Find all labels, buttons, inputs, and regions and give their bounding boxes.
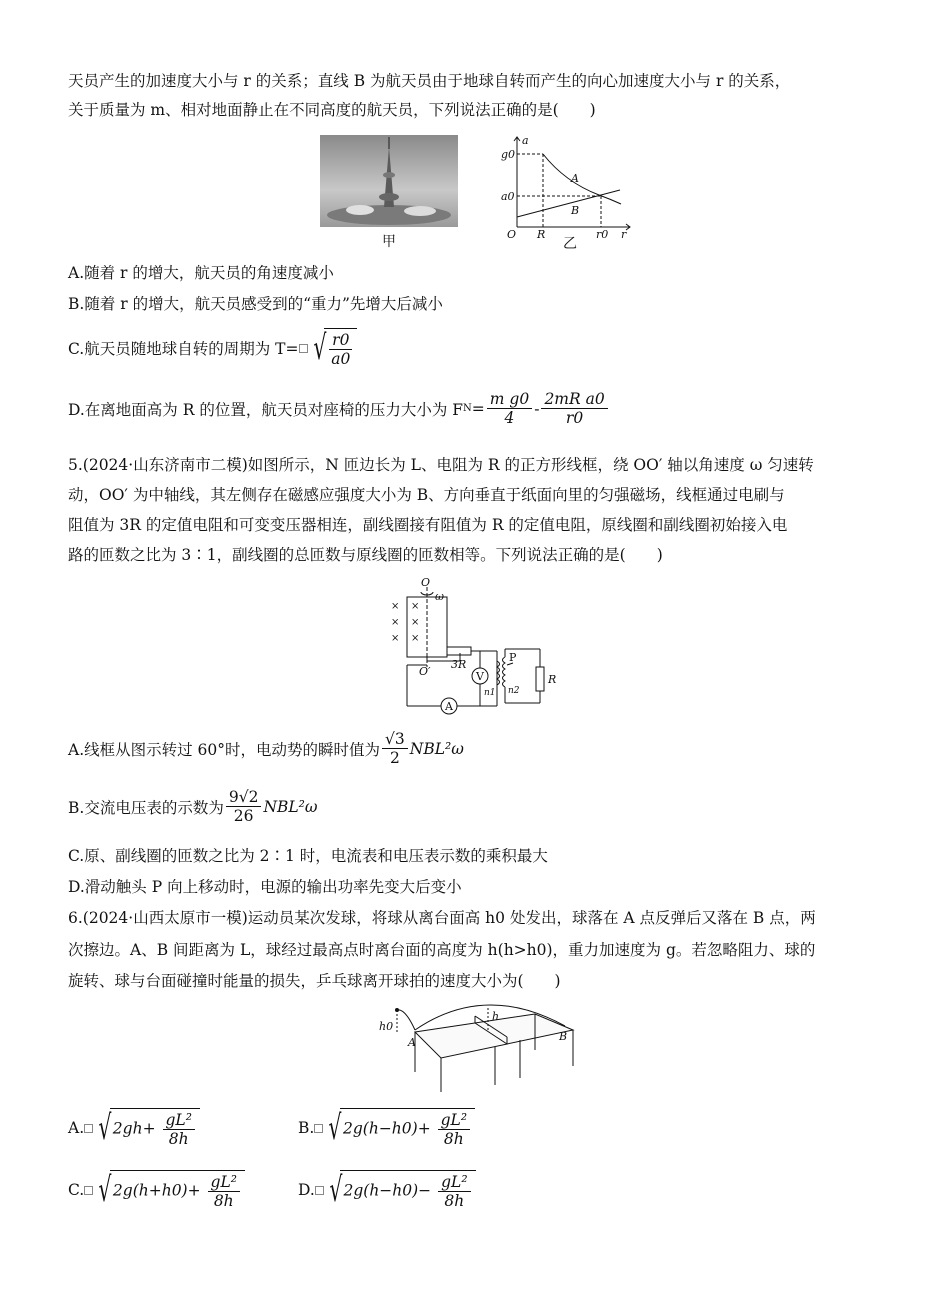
q5-option-a-den: 2	[389, 749, 400, 767]
formula-placeholder-icon	[315, 1186, 324, 1195]
q4-option-d-f1-den: 4	[504, 409, 515, 427]
graph-label-a0: a0	[501, 190, 515, 203]
q6-text-line3: 旋转、球与台面碰撞时能量的损失，乒乓球离开球拍的速度大小为( )	[68, 972, 561, 990]
formula-placeholder-icon	[299, 344, 308, 353]
q6-option-d	[298, 1170, 476, 1210]
q4-option-c	[68, 328, 357, 368]
q4-option-d-eq: =	[471, 399, 485, 418]
q6-option-d-label: D.	[298, 1181, 315, 1199]
q6-option-a-expr: 2gh+	[112, 1119, 156, 1138]
circuit-label-P: P	[509, 651, 517, 664]
radical-sign: √	[328, 1108, 342, 1148]
graph-axis-a: a	[522, 134, 529, 147]
q6-option-c-sqrt	[110, 1170, 245, 1210]
table-label-h0: h0	[379, 1020, 394, 1033]
q5-text-line4: 路的匝数之比为 3∶1，副线圈的总匝数与原线圈的匝数相等。下列说法正确的是( )	[68, 546, 663, 564]
graph-line-B: B	[571, 204, 580, 217]
ammeter-icon: A	[445, 700, 453, 713]
q6-option-a-sqrt	[110, 1108, 200, 1148]
radical-sign: √	[98, 1170, 112, 1210]
q6-option-a	[68, 1108, 200, 1148]
q4-option-d-f1-num: m g0	[487, 390, 532, 409]
circuit-label-omega: ω	[435, 590, 444, 603]
q4-option-c-sqrt	[324, 328, 357, 368]
q6-option-c	[68, 1170, 245, 1210]
svg-text:×: ×	[411, 601, 420, 612]
circuit-label-R: R	[548, 673, 557, 686]
q4-option-c-den: a0	[331, 350, 351, 368]
q4-option-d-minus: -	[534, 399, 540, 418]
graph-curve-A: A	[571, 172, 579, 185]
graph-label-R: R	[537, 228, 546, 240]
q6-option-b-expr: 2g(h−h0)+	[343, 1119, 431, 1138]
q5-option-b-num: 9√2	[226, 788, 262, 807]
q6-option-b-sqrt	[340, 1108, 475, 1148]
q6-option-c-expr: 2g(h+h0)+	[112, 1181, 201, 1200]
q6-frac-num: gL²	[163, 1111, 195, 1130]
q4-option-a: A.随着 r 的增大，航天员的角速度减小	[68, 264, 334, 282]
q6-option-b-label: B.	[298, 1119, 315, 1137]
q6-option-d-sqrt	[340, 1170, 475, 1210]
acceleration-radius-graph	[495, 132, 640, 240]
figure-yi-caption: 乙	[563, 236, 577, 252]
q5-option-d: D.滑动触头 P 向上移动时，电源的输出功率先变大后变小	[68, 878, 462, 896]
q4-option-d-f2-den: r0	[565, 409, 584, 427]
q4-option-d	[68, 390, 610, 427]
q5-text-line1: 5.(2024·山东济南市二模)如图所示，N 匝边长为 L、电阻为 R 的正方形线框，绕 OO′ 轴以角速度 ω 匀速转	[68, 456, 814, 474]
q5-text-line3: 阻值为 3R 的定值电阻和可变变压器相连，副线圈接有阻值为 R 的定值电阻，原线圈和副线圈初始接入电	[68, 516, 788, 534]
radical-sign: √	[329, 1170, 343, 1210]
q5-option-a-suffix: NBL²ω	[409, 739, 464, 758]
radical-sign: √	[312, 328, 326, 368]
ping-pong-table-diagram	[375, 1000, 580, 1095]
q6-frac-num: gL²	[438, 1173, 470, 1192]
circuit-label-n2: n2	[508, 686, 520, 696]
table-point-B: B	[559, 1030, 568, 1043]
graph-origin: O	[507, 228, 517, 240]
q6-frac-den: 8h	[443, 1130, 464, 1148]
q6-text-line1: 6.(2024·山西太原市一模)运动员某次发球，将球从离台面高 h0 处发出，球落在 A 点反弹后又落在 B 点，两	[68, 909, 816, 927]
formula-placeholder-icon	[84, 1124, 93, 1133]
q6-option-c-label: C.	[68, 1181, 85, 1199]
astronaut-tower-photo	[320, 135, 458, 227]
formula-placeholder-icon	[314, 1124, 323, 1133]
figure-jia-caption: 甲	[382, 234, 396, 250]
graph-label-r0: r0	[596, 228, 609, 240]
circuit-label-O: O	[421, 576, 431, 589]
radical-sign: √	[98, 1108, 112, 1148]
table-label-h: h	[492, 1010, 500, 1023]
q6-frac-num: gL²	[438, 1111, 470, 1130]
q4-option-d-prefix: D.在离地面高为 R 的位置，航天员对座椅的压力大小为 F	[68, 400, 464, 419]
q4-option-c-prefix: C.航天员随地球自转的周期为 T=	[68, 340, 299, 358]
q5-option-b-prefix: B.交流电压表的示数为	[68, 798, 224, 817]
q6-text-line2: 次擦边。A、B 间距离为 L，球经过最高点时离台面的高度为 h(h>h0)，重力加速度为 g。若忽略阻力、球的	[68, 941, 816, 959]
q5-option-a-prefix: A.线框从图示转过 60°时，电动势的瞬时值为	[68, 740, 381, 759]
q5-option-a-num: √3	[382, 730, 408, 749]
q4-text-line2: 关于质量为 m、相对地面静止在不同高度的航天员，下列说法正确的是( )	[68, 101, 596, 119]
q5-option-c: C.原、副线圈的匝数之比为 2∶1 时，电流表和电压表示数的乘积最大	[68, 847, 548, 865]
q6-option-a-label: A.	[68, 1119, 85, 1137]
q4-option-b: B.随着 r 的增大，航天员感受到的“重力”先增大后减小	[68, 295, 443, 313]
table-point-A: A	[408, 1036, 416, 1049]
q5-option-b-suffix: NBL²ω	[263, 797, 318, 816]
q6-frac-den: 8h	[444, 1192, 465, 1210]
q4-option-c-num: r0	[329, 331, 352, 350]
q6-frac-num: gL²	[208, 1173, 240, 1192]
svg-text:×: ×	[411, 633, 420, 644]
q6-frac-den: 8h	[168, 1130, 189, 1148]
svg-text:×: ×	[391, 617, 400, 628]
formula-placeholder-icon	[84, 1186, 93, 1195]
circuit-label-Oprime: O′	[419, 665, 431, 678]
q6-frac-den: 8h	[213, 1192, 234, 1210]
voltmeter-icon: V	[476, 670, 484, 683]
graph-label-g0: g0	[501, 148, 516, 161]
q4-option-d-sub: N	[463, 403, 472, 414]
q5-option-b	[68, 788, 318, 825]
q5-text-line2: 动，OO′ 为中轴线，其左侧存在磁感应强度大小为 B、方向垂直于纸面向里的匀强磁场，线框通过电刷与	[68, 486, 785, 504]
q6-option-b	[298, 1108, 475, 1148]
circuit-label-3R: 3R	[451, 658, 467, 671]
q6-option-d-expr: 2g(h−h0)−	[343, 1181, 432, 1200]
q4-text-line1: 天员产生的加速度大小与 r 的关系；直线 B 为航天员由于地球自转而产生的向心加速度大小与 r 的关系，	[68, 72, 791, 90]
q4-option-d-f2-num: 2mR a0	[541, 390, 607, 409]
svg-text:×: ×	[391, 633, 400, 644]
q5-option-a	[68, 730, 464, 767]
graph-axis-r: r	[621, 228, 627, 240]
q5-option-b-den: 26	[233, 807, 254, 825]
circuit-label-n1: n1	[484, 688, 496, 698]
transformer-circuit-diagram	[385, 575, 570, 718]
svg-text:×: ×	[391, 601, 400, 612]
svg-text:×: ×	[411, 617, 420, 628]
